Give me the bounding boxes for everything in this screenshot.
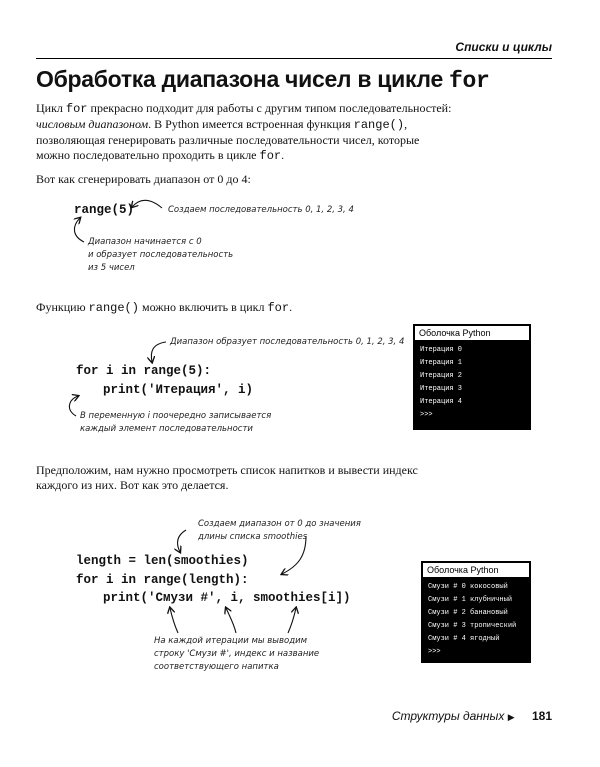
para3-text-1: Функцию [36,300,86,314]
shell-line: >>> [420,411,433,419]
paragraph-smoothies: Предположим, нам нужно просмотреть список напитков и вывести индекс каждого из них. Вот как это делается. [36,463,418,492]
intro-code-for: for [65,102,88,116]
shell-line: Смузи # 2 банановый [428,609,508,617]
page-number: 181 [531,709,552,723]
arrow-i-to-var [69,396,78,416]
intro-text-5: . [281,148,285,162]
arrow-to-length [178,530,186,552]
note-line: строку 'Смузи #', индекс и название [154,649,320,659]
arrow-to-range-length [282,536,306,574]
shell-line: Смузи # 1 клубничный [428,596,513,604]
arrow-top-to-range [151,342,166,362]
footer-triangle-icon: ▶ [507,712,515,722]
intro-text-2: прекрасно подходит для работы с другим типом последовательностей: [90,101,452,115]
intro-code-range: range() [353,118,405,132]
para3-text-3: . [289,300,293,314]
code-length-assign: length = len(smoothies) [76,554,249,568]
para3-code-range: range() [88,301,139,315]
note-create-sequence: Создаем последовательность 0, 1, 2, 3, 4 [168,205,354,215]
note-line: каждый элемент последовательности [80,424,253,434]
note-line: На каждой итерации мы выводим [154,636,308,646]
shell-line: Итерация 2 [420,372,463,380]
shell-line: Смузи # 4 ягодный [428,635,500,643]
note-line: из 5 чисел [88,263,135,273]
intro-text-3: . В Python имеется встроенная функция [148,117,351,131]
intro-paragraph-2: Вот как сгенерировать диапазон от 0 до 4: [36,172,251,186]
intro-text-1: Цикл [36,101,63,115]
running-header: Списки и циклы [455,40,552,54]
shell-title: Оболочка Python [422,562,530,578]
intro-code-for-2: for [259,149,282,163]
code-for-range-length: for i in range(length): [76,573,249,587]
shell-line: Итерация 0 [420,346,463,354]
shell-line: Смузи # 3 тропический [428,622,517,630]
note-line: длины списка smoothies [198,532,308,542]
note-line: соответствующего напитка [154,662,279,672]
para3-text-2: можно включить в цикл [141,300,265,314]
note-line: и образует последовательность [88,250,234,260]
footer-section: Структуры данных [391,709,505,723]
code-print-iteration: print('Итерация', i) [103,383,254,397]
shell-line: >>> [428,648,441,656]
shell-line: Итерация 4 [420,398,463,406]
note-line: В переменную i поочередно записывается [80,411,272,421]
code-for-loop: for i in range(5): [76,364,212,378]
shell-line: Итерация 1 [420,359,463,367]
intro-italic: числовым диапазоном [36,117,149,131]
page-title-text: Обработка диапазона чисел в цикле [36,66,450,92]
note-line: Диапазон начинается с 0 [88,237,202,247]
shell-line: Итерация 3 [420,385,463,393]
code-range5: range(5) [74,203,135,217]
page-title-code: for [449,68,490,94]
arrow-to-smoothies-i [288,608,296,633]
para3-code-for: for [267,301,290,315]
note-line: Создаем диапазон от 0 до значения [198,519,361,529]
arrow-note-to-range5 [132,200,162,208]
shell-line: Смузи # 0 кокосовый [428,583,508,591]
arrow-to-smoothie-str [170,608,178,633]
arrow-start-to-range5 [74,218,84,242]
page-footer [392,709,552,723]
note-range-forms-sequence: Диапазон образует последовательность 0, 1, 2, 3, 4 [170,337,405,347]
intro-text-4: , позволяющая генерировать различные последовательности чисел, которые можно последовательно проходить в цикле [36,117,420,162]
shell-title: Оболочка Python [414,325,530,341]
arrow-to-index [226,608,236,633]
code-print-smoothie: print('Смузи #', i, smoothies[i]) [103,591,351,605]
